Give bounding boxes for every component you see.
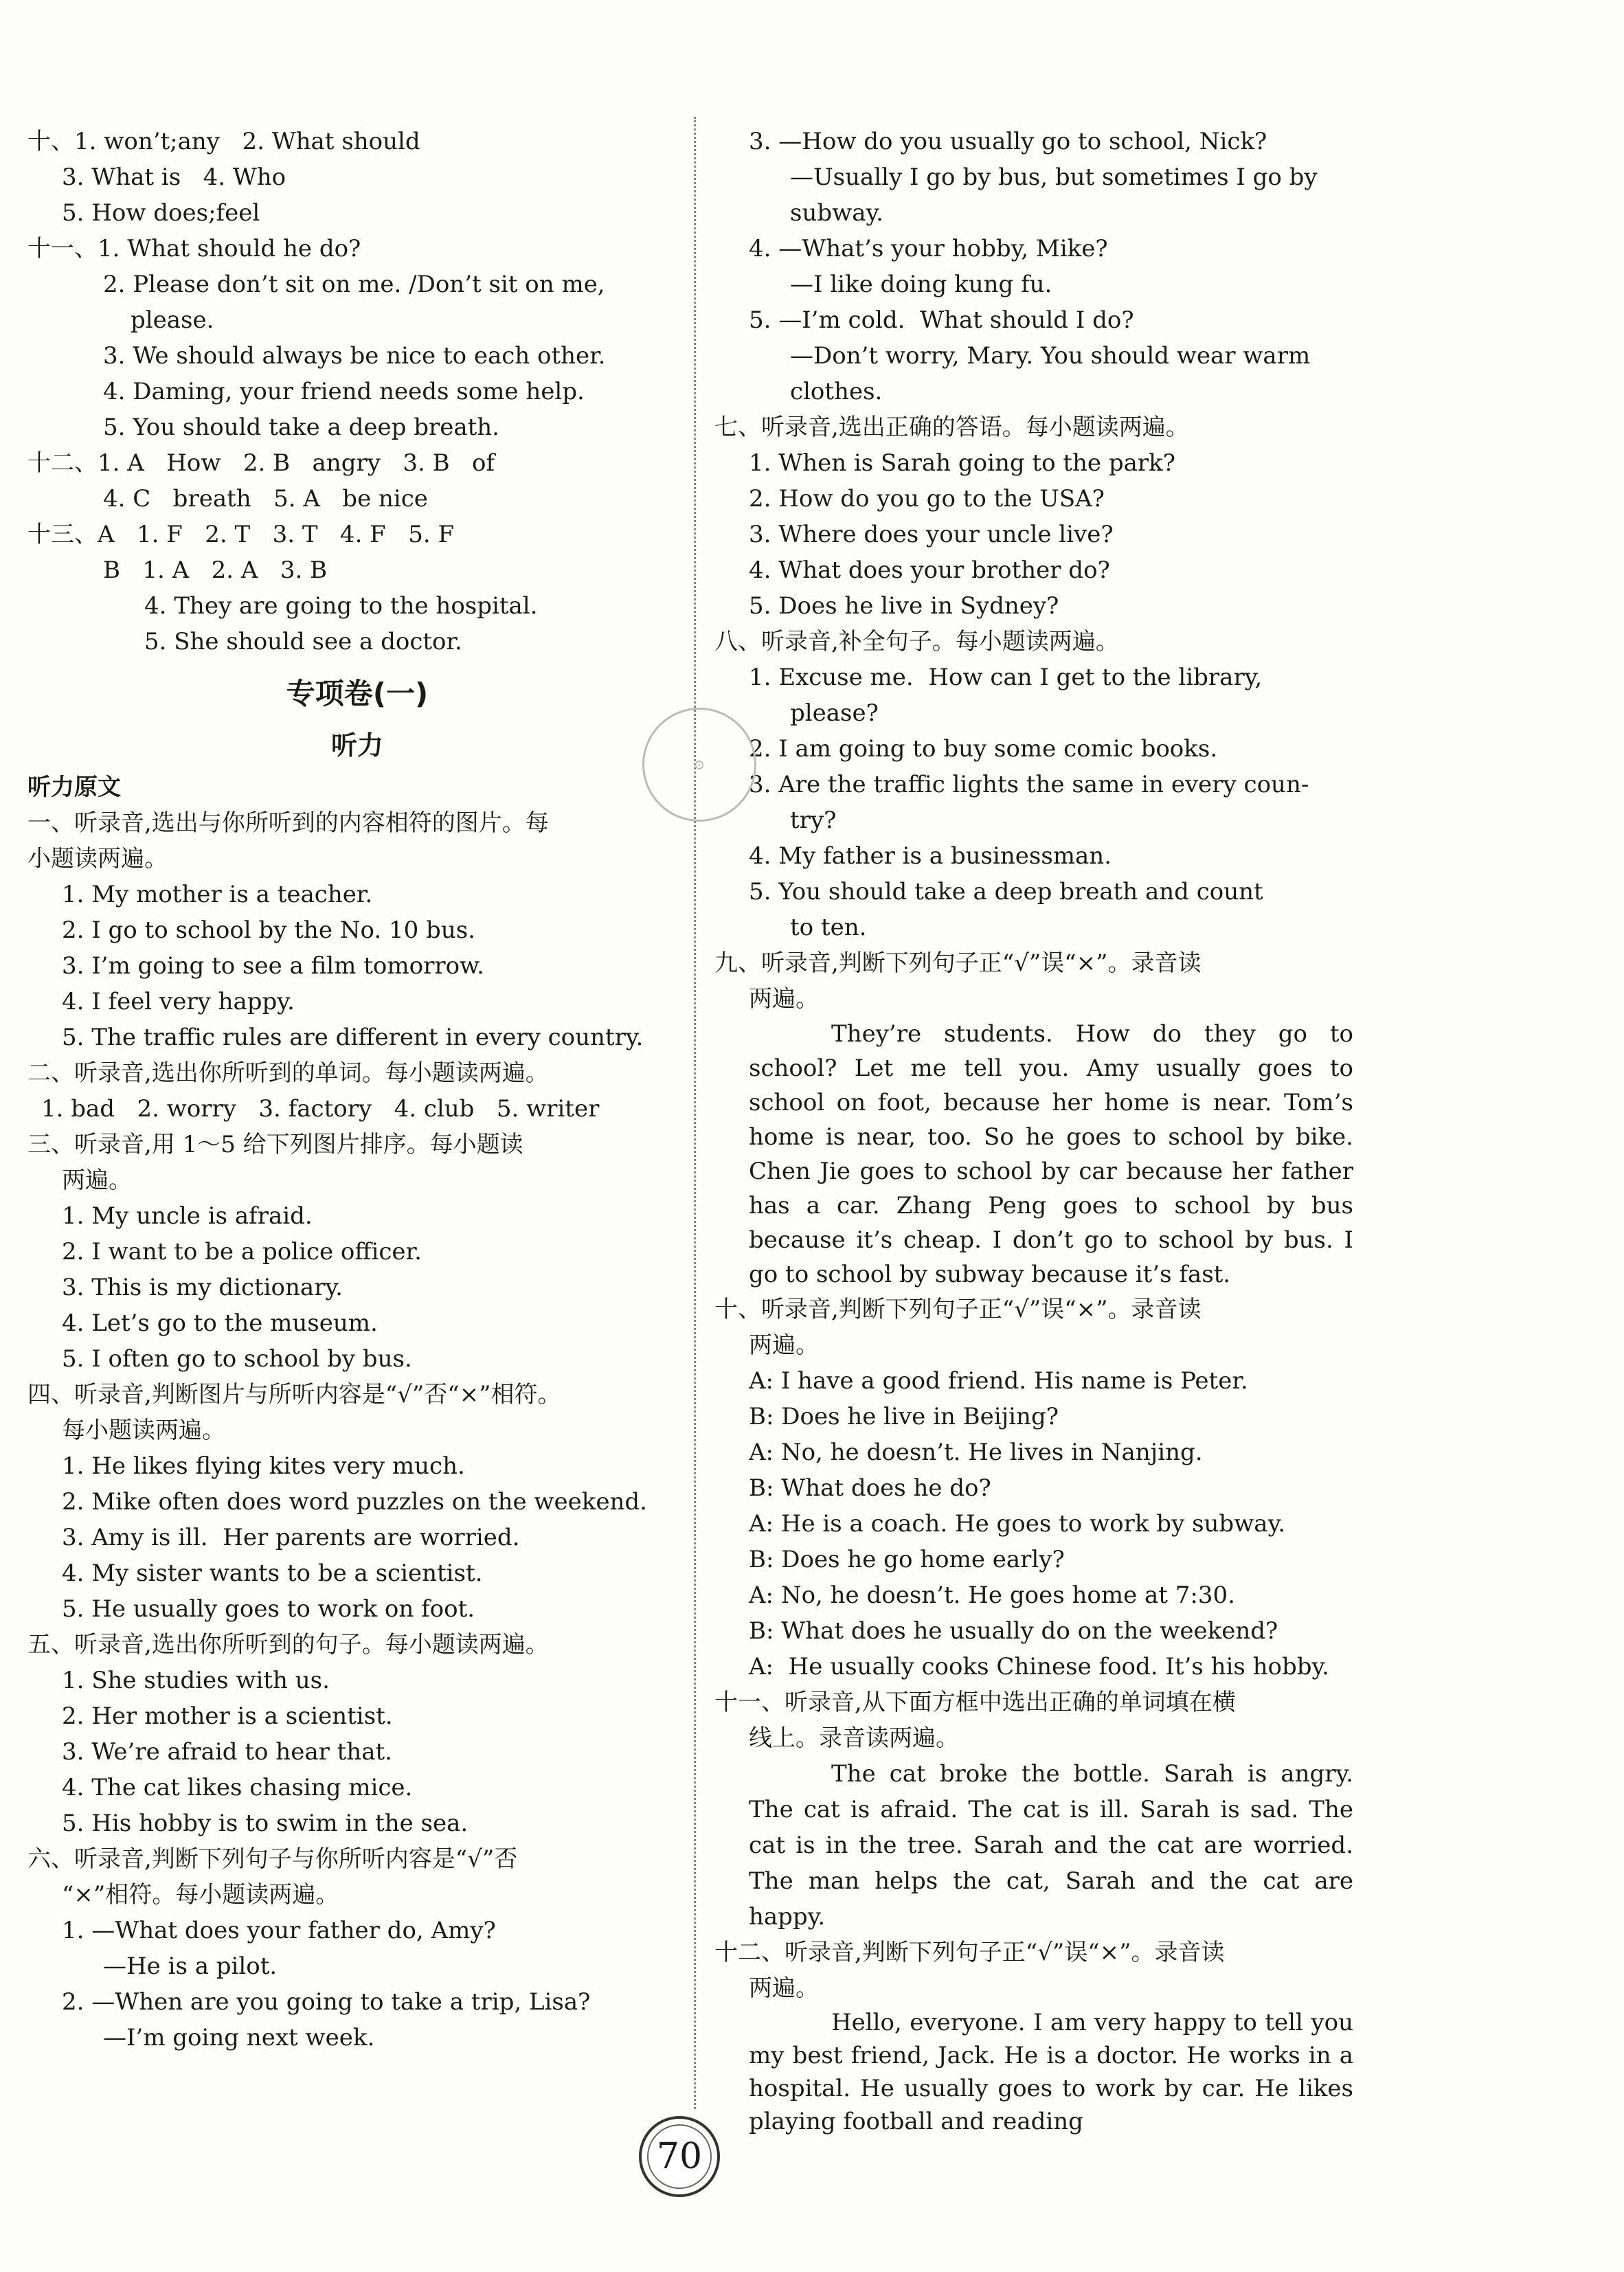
text-line: 1. She studies with us. (62, 1667, 330, 1694)
text-line: 5. Does he live in Sydney? (749, 592, 1059, 620)
subsection-title: 听力 (330, 730, 383, 761)
text-line: 十一、听录音,从下面方框中选出正确的单词填在横 (714, 1689, 1236, 1716)
text-line: 4. I feel very happy. (62, 988, 295, 1015)
text-line: 八、听录音,补全句子。每小题读两遍。 (714, 628, 1119, 655)
text-line: 2. Please don’t sit on me. /Don’t sit on me, (103, 271, 605, 298)
text-line: 1. When is Sarah going to the park? (749, 449, 1175, 477)
text-line: 4. Let’s go to the museum. (62, 1309, 378, 1337)
text-line: —I’m going next week. (103, 2024, 375, 2051)
paragraph-9: They’re students. How do they go to school? Let me tell you. Amy usually goes to school on foot, because her home is near. Tom’s home is near, too. So he goes to school by bike. Chen Jie goes to school by car because her father has a car. Zhang Peng goes to school by bus because it’s cheap. I don’t go to school by bus. I go to school by subway because it’s fast. (749, 1020, 1353, 1288)
text-line: 4. My father is a businessman. (749, 842, 1112, 870)
text-line: 3. I’m going to see a film tomorrow. (62, 952, 484, 980)
text-line: 5. —I’m cold. What should I do? (749, 306, 1134, 334)
text-line: 4. Daming, your friend needs some help. (103, 378, 585, 405)
text-line: 2. —When are you going to take a trip, Lisa? (62, 1988, 591, 2016)
text-line: 5. How does;feel (62, 199, 260, 227)
text-line: 六、听录音,判断下列句子与你所听内容是“√”否 (27, 1845, 518, 1873)
watermark-stamp: ⊙ (642, 708, 756, 822)
text-line: B: What does he do? (749, 1474, 991, 1502)
text-line: 十三、A 1. F 2. T 3. T 4. F 5. F (27, 521, 455, 548)
text-line: 九、听录音,判断下列句子正“√”误“×”。录音读 (714, 949, 1202, 977)
text-line: 4. —What’s your hobby, Mike? (749, 235, 1108, 262)
text-line: 5. The traffic rules are different in every country. (62, 1024, 644, 1051)
text-line: 线上。录音读两遍。 (749, 1724, 959, 1752)
text-line: A: No, he doesn’t. He goes home at 7:30. (749, 1582, 1235, 1609)
listening-lines-right-3 (714, 1935, 1353, 2006)
text-line: 5. His hobby is to swim in the sea. (62, 1810, 469, 1837)
text-line: 2. Mike often does word puzzles on the weekend. (62, 1488, 647, 1516)
text-line: 四、听录音,判断图片与所听内容是“√”否“×”相符。 (27, 1381, 561, 1408)
text-line: 4. They are going to the hospital. (144, 592, 538, 620)
text-line: “×”相符。每小题读两遍。 (62, 1881, 339, 1909)
text-line: —Usually I go by bus, but sometimes I go by (790, 164, 1318, 191)
text-line: A: No, he doesn’t. He lives in Nanjing. (749, 1439, 1203, 1466)
text-line: 1. My uncle is afraid. (62, 1202, 313, 1230)
paragraph-12: Hello, everyone. I am very happy to tell you my best friend, Jack. He is a doctor. He works in a hospital. He usually goes to work by car. He likes playing football and reading (749, 2009, 1353, 2135)
text-line: 3. What is 4. Who (62, 164, 286, 191)
text-line: 两遍。 (749, 985, 819, 1013)
text-line: 十、1. won’t;any 2. What should (27, 128, 420, 155)
left-column (27, 124, 687, 2056)
page-number (639, 2116, 720, 2197)
section-title: 专项卷(一) (286, 677, 429, 710)
right-column (714, 124, 1353, 2138)
text-line: 2. How do you go to the USA? (749, 485, 1105, 513)
text-line: 十二、听录音,判断下列句子正“√”误“×”。录音读 (714, 1939, 1225, 1966)
text-line: 小题读两遍。 (27, 845, 168, 873)
text-line: —Don’t worry, Mary. You should wear warm (790, 342, 1311, 370)
text-line: 五、听录音,选出你所听到的句子。每小题读两遍。 (27, 1631, 549, 1658)
text-line: 三、听录音,用 1～5 给下列图片排序。每小题读 (27, 1131, 523, 1158)
text-line: 1. My mother is a teacher. (62, 881, 373, 908)
text-line: 5. You should take a deep breath and count (749, 878, 1263, 906)
text-line: 两遍。 (62, 1167, 132, 1194)
text-line: 十、听录音,判断下列句子正“√”误“×”。录音读 (714, 1296, 1202, 1323)
text-line: 3. —How do you usually go to school, Nick? (749, 128, 1267, 155)
text-line: 七、听录音,选出正确的答语。每小题读两遍。 (714, 414, 1189, 441)
text-line: 3. Amy is ill. Her parents are worried. (62, 1524, 520, 1551)
text-line: 1. —What does your father do, Amy? (62, 1917, 496, 1944)
text-line: 2. Her mother is a scientist. (62, 1702, 393, 1730)
text-line: 5. He usually goes to work on foot. (62, 1595, 475, 1623)
text-line: 2. I am going to buy some comic books. (749, 735, 1218, 763)
text-line: 1. He likes flying kites very much. (62, 1452, 465, 1480)
listening-lines-right-2 (714, 1292, 1353, 1756)
text-line: 3. Are the traffic lights the same in every coun- (749, 771, 1309, 798)
text-line: 3. Where does your uncle live? (749, 521, 1114, 548)
text-line: 5. She should see a doctor. (144, 628, 462, 655)
text-line: 十二、1. A How 2. B angry 3. B of (27, 449, 495, 477)
listening-header: 听力原文 (27, 774, 121, 801)
text-line: 两遍。 (749, 1331, 819, 1359)
text-line: 一、听录音,选出与你所听到的内容相符的图片。每 (27, 809, 549, 837)
text-line: 3. This is my dictionary. (62, 1274, 343, 1301)
text-line: subway. (790, 199, 883, 227)
text-line: —I like doing kung fu. (790, 271, 1052, 298)
text-line: 十一、1. What should he do? (27, 235, 361, 262)
text-line: 二、听录音,选出你所听到的单词。每小题读两遍。 (27, 1059, 549, 1087)
listening-lines-right (714, 124, 1353, 1017)
text-line: 4. What does your brother do? (749, 556, 1110, 584)
listening-lines (27, 805, 687, 2056)
text-line: B: What does he usually do on the weekend? (749, 1617, 1278, 1645)
text-line: B 1. A 2. A 3. B (103, 556, 328, 584)
text-line: 4. The cat likes chasing mice. (62, 1774, 413, 1801)
text-line: please? (790, 699, 879, 727)
text-line: 5. I often go to school by bus. (62, 1345, 412, 1373)
text-line: 每小题读两遍。 (62, 1417, 225, 1444)
text-line: B: Does he live in Beijing? (749, 1403, 1059, 1430)
column-divider (694, 117, 696, 2109)
answer-lines (27, 124, 687, 660)
text-line: 4. My sister wants to be a scientist. (62, 1560, 483, 1587)
text-line: 1. bad 2. worry 3. factory 4. club 5. writer (41, 1095, 600, 1123)
page-number-text: 70 (656, 2136, 703, 2177)
text-line: A: He usually cooks Chinese food. It’s his hobby. (749, 1653, 1329, 1680)
text-line: B: Does he go home early? (749, 1546, 1065, 1573)
text-line: clothes. (790, 378, 883, 405)
text-line: 2. I go to school by the No. 10 bus. (62, 916, 475, 944)
paragraph-11: The cat broke the bottle. Sarah is angry. The cat is afraid. The cat is ill. Sarah is sad. The cat is in the tree. Sarah and the cat are worried. The man helps the cat, Sarah and the cat are happy. (749, 1760, 1353, 1931)
text-line: 1. Excuse me. How can I get to the library, (749, 664, 1263, 691)
text-line: A: He is a coach. He goes to work by subway. (749, 1510, 1286, 1538)
text-line: 2. I want to be a police officer. (62, 1238, 422, 1266)
text-line: to ten. (790, 914, 867, 941)
text-line: 5. You should take a deep breath. (103, 414, 499, 441)
text-line: please. (131, 306, 214, 334)
text-line: 两遍。 (749, 1975, 819, 2002)
text-line: —He is a pilot. (103, 1953, 278, 1980)
text-line: 3. We should always be nice to each other. (103, 342, 606, 370)
text-line: try? (790, 807, 837, 834)
text-line: A: I have a good friend. His name is Peter. (749, 1367, 1248, 1395)
text-line: 3. We’re afraid to hear that. (62, 1738, 392, 1766)
text-line: 4. C breath 5. A be nice (103, 485, 428, 513)
